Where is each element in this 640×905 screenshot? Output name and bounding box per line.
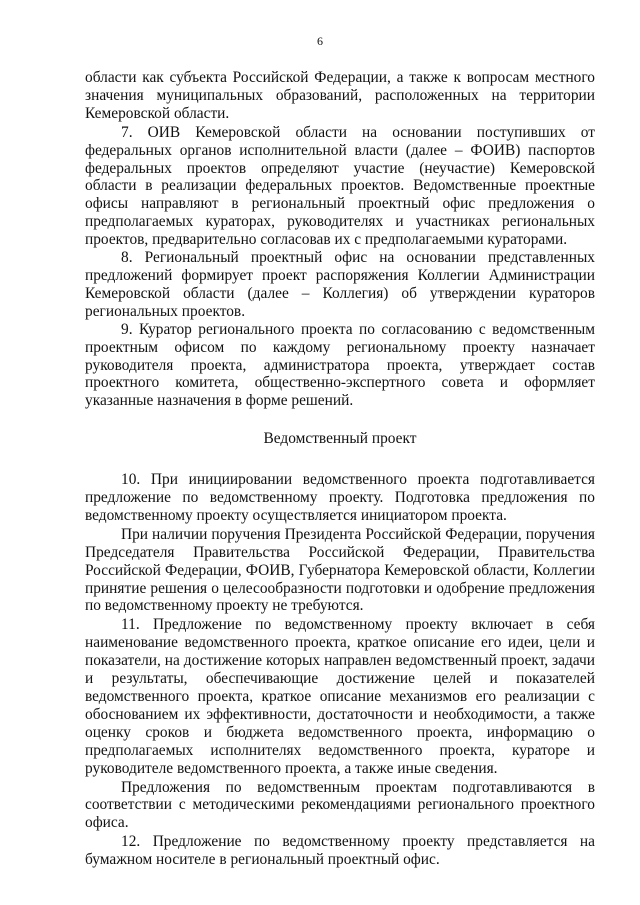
- paragraph-item-10: 10. При инициировании ведомственного проекта подготавливается предложение по ведомственному проекту. Подготовка предложения по ведомственному проекту осуществляется инициатором проекта.: [85, 471, 595, 524]
- paragraph-item-7: 7. ОИВ Кемеровской области на основании поступивших от федеральных органов исполнительной власти (далее – ФОИВ) паспортов федеральных проектов определяют участие (неучастие) Кемеровской области в реализации федеральных проектов. Ведомственные проектные офисы направляют в региональный проектный офис предложения о предполагаемых кураторах, руководителях и участниках региональных проектов, предварительно согласовав их с предполагаемыми кураторами.: [85, 123, 595, 249]
- paragraph-continuation: области как субъекта Российской Федерации, а также к вопросам местного значения муниципальных образований, расположенных на территории Кемеровской области.: [85, 69, 595, 122]
- paragraph-item-9: 9. Куратор регионального проекта по согласованию с ведомственным проектным офисом по каждому региональному проекту назначает руководителя проекта, администратора проекта, утверждает состав проектного комитета, общественно-экспертного совета и оформляет указанные назначения в форме решений.: [85, 320, 595, 410]
- page-number: 6: [317, 34, 323, 48]
- paragraph-instruction-note: При наличии поручения Президента Российской Федерации, поручения Председателя Правительства Российской Федерации, Правительства Российской Федерации, ФОИВ, Губернатора Кемеровской области, Коллегии принятие решения о целесообразности подготовки и одобрение предложения по ведомственному проекту не требуются.: [85, 525, 595, 615]
- paragraph-methodology-note: Предложения по ведомственным проектам подготавливаются в соответствии с методическими рекомендациями регионального проектного офиса.: [85, 778, 595, 832]
- section-heading: Ведомственный проект: [263, 430, 417, 448]
- paragraph-item-8: 8. Региональный проектный офис на основании представленных предложений формирует проект распоряжения Коллегии Администрации Кемеровской области (далее – Коллегия) об утверждении кураторов региональных проектов.: [85, 249, 595, 320]
- paragraph-item-12: 12. Предложение по ведомственному проекту представляется на бумажном носителе в региональный проектный офис.: [85, 833, 595, 869]
- paragraph-item-11: 11. Предложение по ведомственному проекту включает в себя наименование ведомственного проекта, краткое описание его идеи, цели и показатели, на достижение которых направлен ведомственный проект, задачи и результаты, обеспечивающие достижение целей и показателей ведомственного проекта, краткое описание механизмов его реализации с обоснованием их эффективности, достаточности и необходимости, а также оценку сроков и бюджета ведомственного проекта, информацию о предполагаемых исполнителях ведомственного проекта, кураторе и руководителе ведомственного проекта, а также иные сведения.: [85, 616, 595, 777]
- document-body: [85, 69, 595, 869]
